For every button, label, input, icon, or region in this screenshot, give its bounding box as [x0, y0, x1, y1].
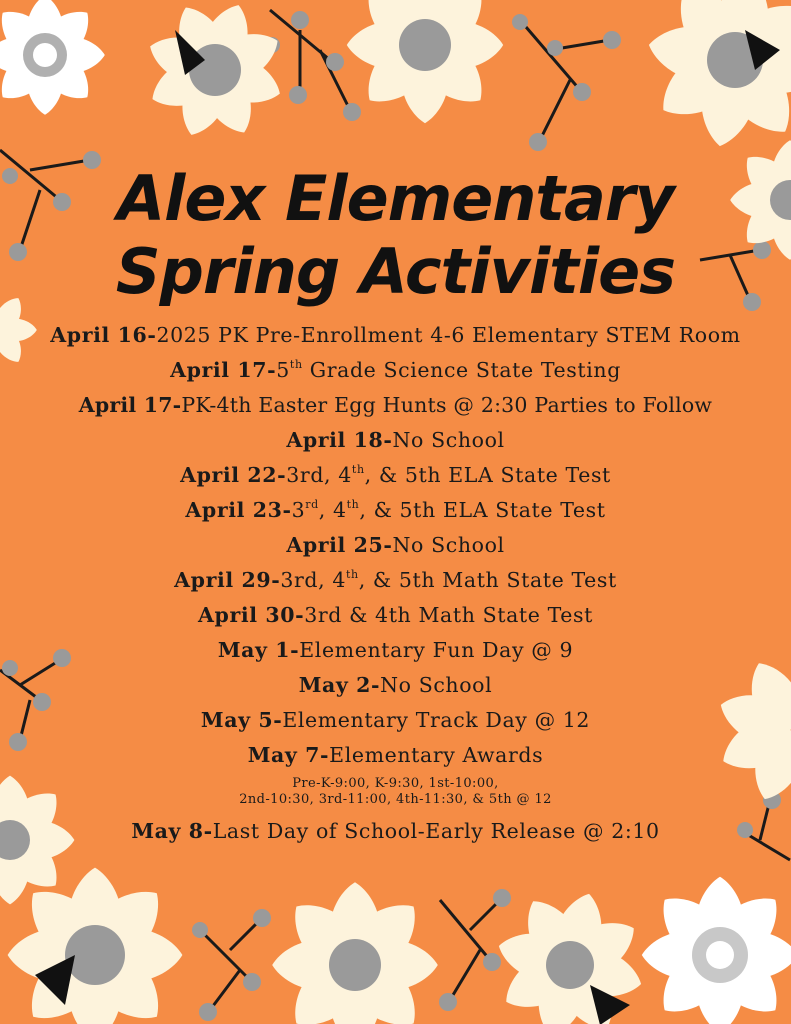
- event-row: [0, 703, 791, 738]
- event-row: [0, 388, 791, 423]
- event-text: , & 5th ELA State Test: [364, 463, 611, 487]
- event-text: Elementary Track Day @ 12: [282, 708, 591, 732]
- event-row: [0, 493, 791, 528]
- event-row: [0, 458, 791, 493]
- event-text: 5: [276, 358, 290, 382]
- event-row: [0, 598, 791, 633]
- flower-top-left: [0, 0, 105, 115]
- awards-times-line-2: 2nd-10:30, 3rd-11:00, 4th-11:30, & 5th @ 12: [239, 792, 552, 807]
- event-text: No School: [380, 673, 493, 697]
- ordinal-suffix: th: [346, 498, 360, 511]
- event-date: May 7-: [247, 743, 330, 767]
- activities-list: [0, 318, 791, 849]
- event-text: 3rd, 4: [286, 463, 352, 487]
- flower-top-center-left: [143, 0, 287, 142]
- event-date: April 30-: [198, 603, 305, 627]
- event-text: PK-4th Easter Egg Hunts @ 2:30 Parties to Follow: [181, 393, 713, 417]
- event-text: Elementary Fun Day @ 9: [299, 638, 574, 662]
- event-date: April 16-: [50, 323, 157, 347]
- event-date: April 23-: [185, 498, 292, 522]
- event-row: [0, 318, 791, 353]
- event-row: [0, 814, 791, 849]
- event-date: April 17-: [170, 358, 277, 382]
- event-date: May 8-: [131, 819, 213, 843]
- poster-title-line-1: Alex Elementary: [117, 162, 674, 235]
- event-row: [0, 353, 791, 388]
- event-text: No School: [392, 428, 505, 452]
- event-text: 2025 PK Pre-Enrollment 4-6 Elementary STEM Room: [156, 323, 741, 347]
- event-date: April 22-: [180, 463, 287, 487]
- event-text: Last Day of School-Early Release @ 2:10: [212, 819, 660, 843]
- flower-bottom-center-right: [493, 888, 647, 1024]
- event-date: April 29-: [174, 568, 281, 592]
- event-row: [0, 668, 791, 703]
- ordinal-suffix: th: [351, 463, 365, 476]
- event-date: May 5-: [200, 708, 283, 732]
- event-text: 3rd, 4: [280, 568, 346, 592]
- event-row: [0, 423, 791, 458]
- event-text: 3: [291, 498, 306, 522]
- ordinal-suffix: rd: [305, 498, 319, 511]
- event-text: , 4: [318, 498, 347, 522]
- flower-bottom-right: [642, 877, 791, 1024]
- ordinal-suffix: th: [345, 568, 359, 581]
- flower-bottom-left: [8, 868, 183, 1024]
- flower-top-center: [347, 0, 503, 123]
- event-row: [0, 528, 791, 563]
- event-row: [0, 738, 791, 773]
- event-row: [0, 563, 791, 598]
- event-date: April 17-: [78, 393, 182, 417]
- event-date: May 1-: [217, 638, 300, 662]
- flower-bottom-center: [272, 882, 438, 1024]
- event-text: Elementary Awards: [329, 743, 544, 767]
- flower-top-right: [644, 0, 791, 151]
- event-text: 3rd & 4th Math State Test: [304, 603, 593, 627]
- event-text: No School: [392, 533, 505, 557]
- event-row: [0, 633, 791, 668]
- ordinal-suffix: th: [289, 358, 303, 371]
- poster-title-line-2: Spring Activities: [115, 235, 676, 308]
- event-text: Grade Science State Testing: [302, 358, 621, 382]
- event-text: , & 5th Math State Test: [358, 568, 617, 592]
- event-date: April 18-: [286, 428, 393, 452]
- event-date: April 25-: [286, 533, 393, 557]
- awards-times-line-1: Pre-K-9:00, K-9:30, 1st-10:00,: [292, 776, 499, 791]
- event-text: , & 5th ELA State Test: [359, 498, 606, 522]
- event-date: May 2-: [298, 673, 381, 697]
